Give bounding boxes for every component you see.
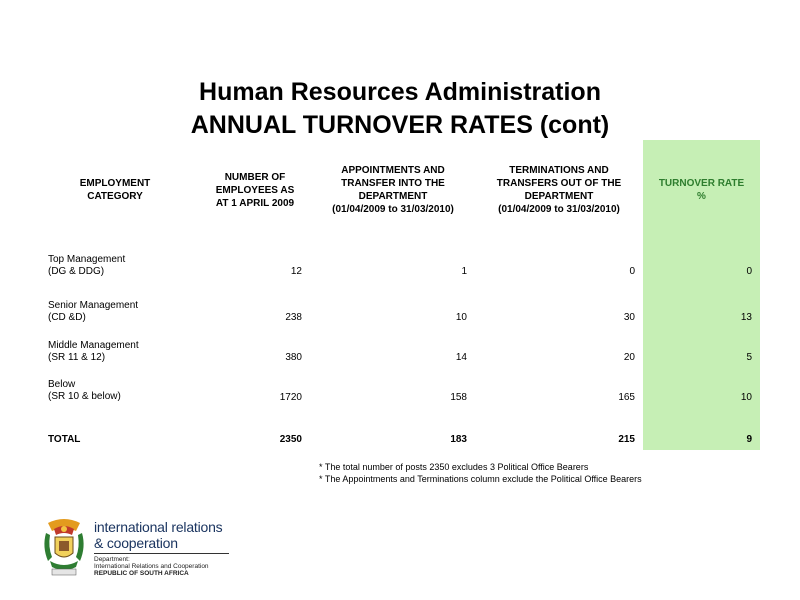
- total-terminations: 215: [618, 434, 635, 445]
- cell-turnover-rate: 0: [746, 266, 752, 277]
- cell-appointments: 10: [455, 312, 467, 323]
- cell-employees: 380: [285, 352, 302, 363]
- logo-sub-country: REPUBLIC OF SOUTH AFRICA: [94, 570, 189, 577]
- coat-of-arms-icon: [40, 517, 88, 579]
- header-number-of-employees: NUMBER OF EMPLOYEES AS AT 1 APRIL 2009: [215, 171, 295, 209]
- cell-turnover-rate: 13: [740, 312, 752, 323]
- row-category-senior-management: Senior Management (CD &D): [48, 300, 139, 323]
- cell-employees: 238: [285, 312, 302, 323]
- header-terminations: TERMINATIONS AND TRANSFERS OUT OF THE DEPARTMENT (01/04/2009 to 31/03/2010): [496, 165, 622, 215]
- cell-terminations: 0: [629, 266, 635, 277]
- page-subtitle: ANNUAL TURNOVER RATES (cont): [190, 111, 610, 139]
- logo-sub-department: Department:: [94, 556, 130, 563]
- logo-line-1: international relations: [94, 519, 223, 535]
- department-logo: [40, 517, 240, 579]
- total-employees: 2350: [279, 434, 302, 445]
- total-turnover-rate: 9: [746, 434, 752, 445]
- cell-appointments: 1: [461, 266, 467, 277]
- cell-employees: 1720: [279, 392, 302, 403]
- cell-turnover-rate: 5: [746, 352, 752, 363]
- cell-terminations: 165: [618, 392, 635, 403]
- logo-line-2: & cooperation: [94, 535, 178, 551]
- page-title: Human Resources Administration: [199, 78, 601, 106]
- logo-divider: [94, 553, 229, 554]
- footnote-political-office-bearers: * The total number of posts 2350 excludes 3 Political Office Bearers: [319, 462, 589, 472]
- cell-employees: 12: [290, 266, 302, 277]
- cell-terminations: 20: [623, 352, 635, 363]
- row-category-below: Below (SR 10 & below): [48, 379, 121, 402]
- cell-turnover-rate: 10: [740, 392, 752, 403]
- total-appointments: 183: [450, 434, 467, 445]
- logo-sub-dept-name: International Relations and Cooperation: [94, 563, 209, 570]
- header-turnover-rate: TURNOVER RATE %: [658, 178, 745, 202]
- total-label: TOTAL: [48, 434, 81, 445]
- footnote-appointments-terminations: * The Appointments and Terminations column exclude the Political Office Bearers: [319, 474, 642, 484]
- cell-appointments: 158: [450, 392, 467, 403]
- header-employment-category: EMPLOYMENT CATEGORY: [79, 178, 151, 202]
- cell-appointments: 14: [455, 352, 467, 363]
- cell-terminations: 30: [623, 312, 635, 323]
- row-category-top-management: Top Management (DG & DDG): [48, 254, 126, 277]
- row-category-middle-management: Middle Management (SR 11 & 12): [48, 340, 139, 363]
- header-appointments: APPOINTMENTS AND TRANSFER INTO THE DEPARTMENT (01/04/2009 to 31/03/2010): [332, 165, 454, 215]
